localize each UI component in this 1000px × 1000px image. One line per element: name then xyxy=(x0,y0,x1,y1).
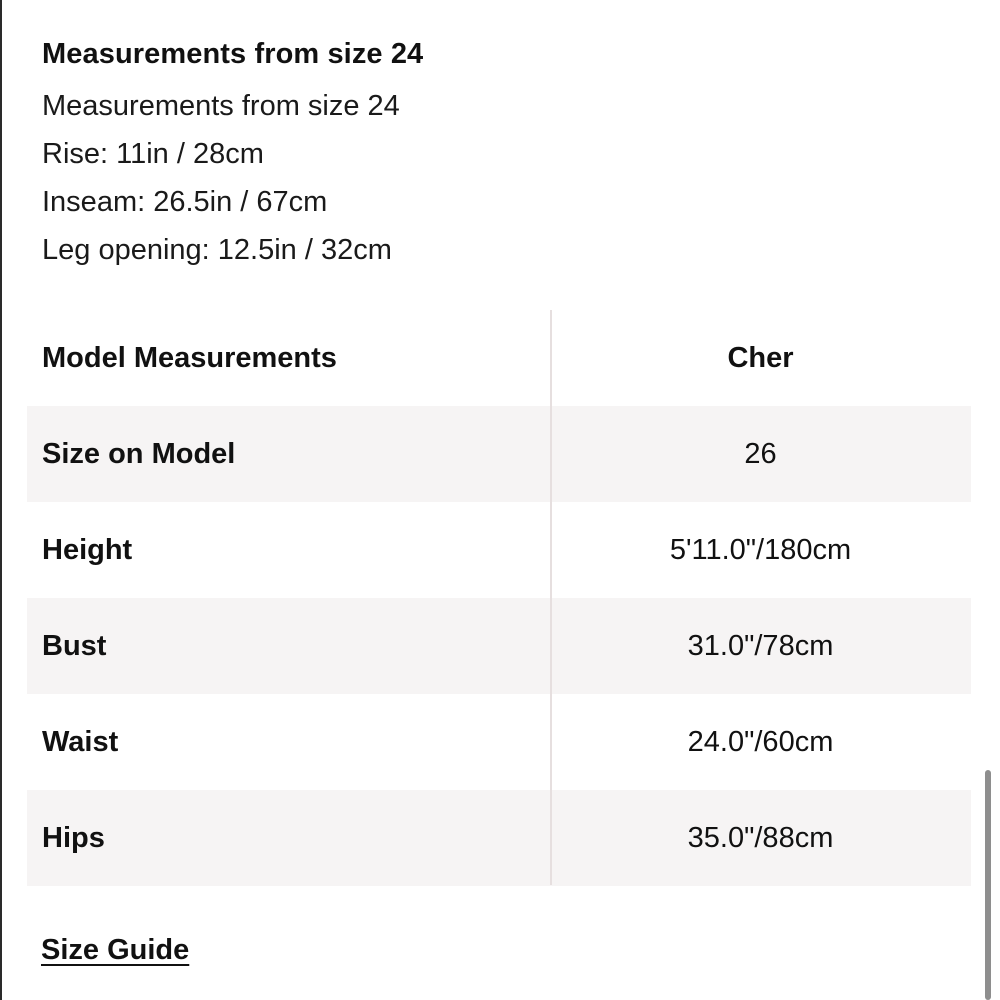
detail-size-note: Measurements from size 24 xyxy=(42,90,400,122)
detail-rise: Rise: 11in / 28cm xyxy=(42,138,264,170)
row-label: Height xyxy=(42,533,133,566)
vertical-scrollbar[interactable] xyxy=(985,770,991,1000)
row-label: Bust xyxy=(42,629,107,662)
table-row xyxy=(27,694,971,790)
row-label: Hips xyxy=(42,821,105,854)
table-row xyxy=(27,598,971,694)
row-value: 31.0"/78cm xyxy=(687,629,834,662)
size-guide-link[interactable]: Size Guide xyxy=(41,934,190,966)
row-value: 35.0"/88cm xyxy=(687,821,834,854)
table-header-row xyxy=(27,310,971,406)
table-row xyxy=(27,502,971,598)
table-header-label: Model Measurements xyxy=(42,341,337,374)
model-measurements-table xyxy=(27,310,971,886)
row-label: Waist xyxy=(42,725,119,758)
detail-inseam: Inseam: 26.5in / 67cm xyxy=(42,186,328,218)
left-border xyxy=(0,0,2,1000)
row-value: 5'11.0"/180cm xyxy=(669,533,852,566)
row-value: 24.0"/60cm xyxy=(687,725,834,758)
measurements-heading: Measurements from size 24 xyxy=(42,38,424,70)
measurement-details-list xyxy=(42,82,400,274)
table-header-model-name: Cher xyxy=(727,341,794,374)
row-label: Size on Model xyxy=(42,437,236,470)
table-row xyxy=(27,406,971,502)
detail-leg-opening: Leg opening: 12.5in / 32cm xyxy=(42,234,392,266)
row-value: 26 xyxy=(744,437,777,470)
table-row xyxy=(27,790,971,886)
table-column-divider xyxy=(550,310,552,885)
